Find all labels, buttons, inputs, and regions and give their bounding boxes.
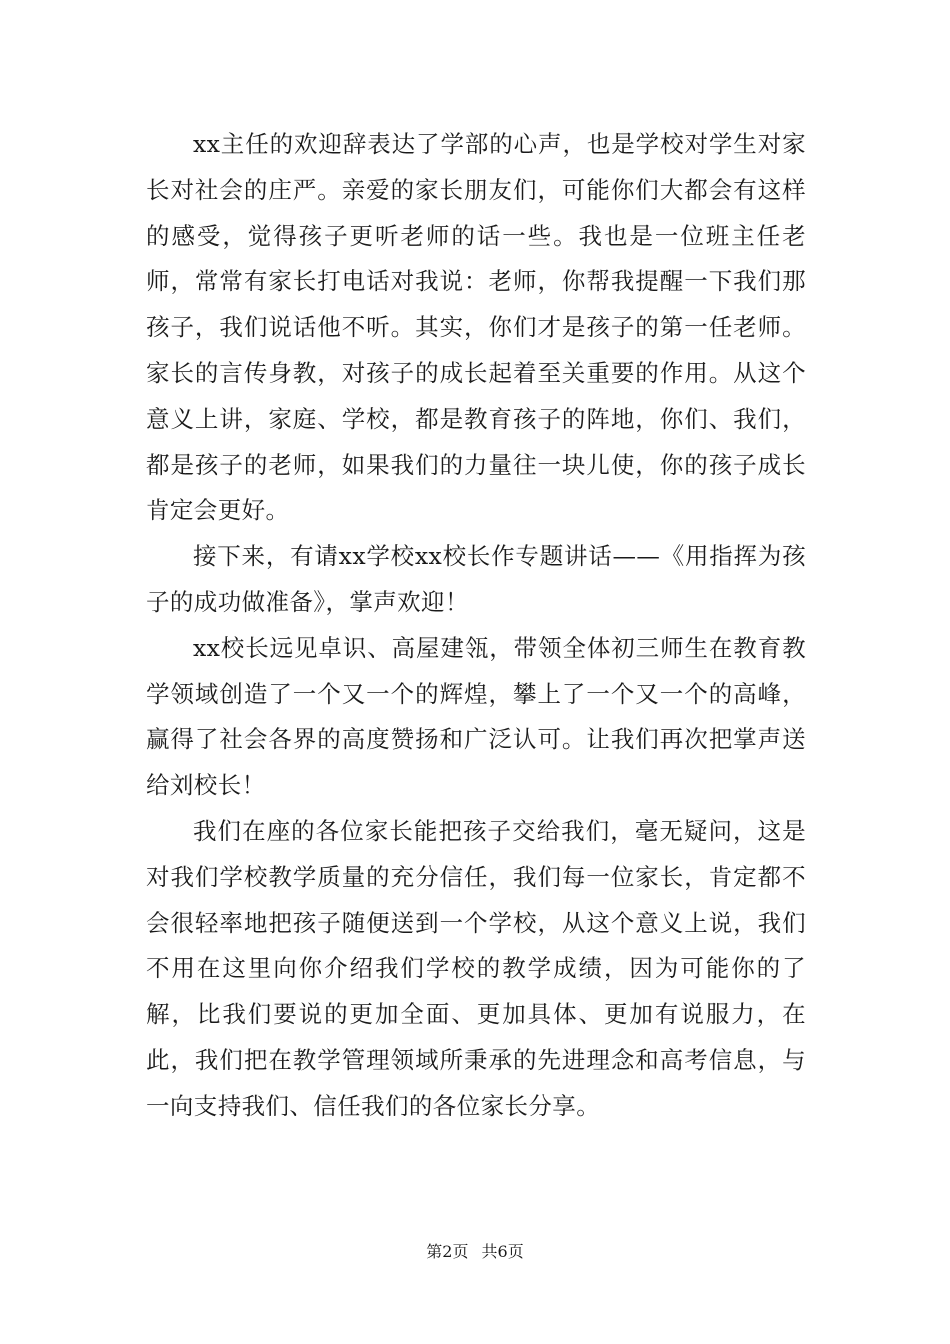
page-total: 共6页 (481, 1242, 524, 1261)
paragraph-introduce-speech: 接下来，有请xx学校xx校长作专题讲话——《用指挥为孩子的成功做准备》，掌声欢迎！ (146, 542, 806, 616)
page-footer (0, 1240, 950, 1264)
paragraph-parents-trust: 我们在座的各位家长能把孩子交给我们，毫无疑问，这是对我们学校教学质量的充分信任，我们每一位家长，肯定都不会很轻率地把孩子随便送到一个学校，从这个意义上说，我们不用在这里向你介绍我们学校的教学成绩，因为可能你的了解，比我们要说的更加全面、更加具体、更加有说服力，在此，我们把在教学管理领域所秉承的先进理念和高考信息，与一向支持我们、信任我们的各位家长分享。 (146, 816, 806, 1120)
paragraph-principal-praise: xx校长远见卓识、高屋建瓴，带领全体初三师生在教育教学领域创造了一个又一个的辉煌，攀上了一个又一个的高峰，赢得了社会各界的高度赞扬和广泛认可。让我们再次把掌声送给刘校长！ (146, 633, 806, 800)
page-number: 第2页 (426, 1242, 469, 1261)
document-body (146, 122, 806, 1130)
paragraph-welcome-remarks: xx主任的欢迎辞表达了学部的心声，也是学校对学生对家长对社会的庄严。亲爱的家长朋友们，可能你们大都会有这样的感受，觉得孩子更听老师的话一些。我也是一位班主任老师，常常有家长打电话对我说：老师，你帮我提醒一下我们那孩子，我们说话他不听。其实，你们才是孩子的第一任老师。家长的言传身教，对孩子的成长起着至关重要的作用。从这个意义上讲，家庭、学校，都是教育孩子的阵地，你们、我们，都是孩子的老师，如果我们的力量往一块儿使，你的孩子成长肯定会更好。 (146, 130, 806, 525)
